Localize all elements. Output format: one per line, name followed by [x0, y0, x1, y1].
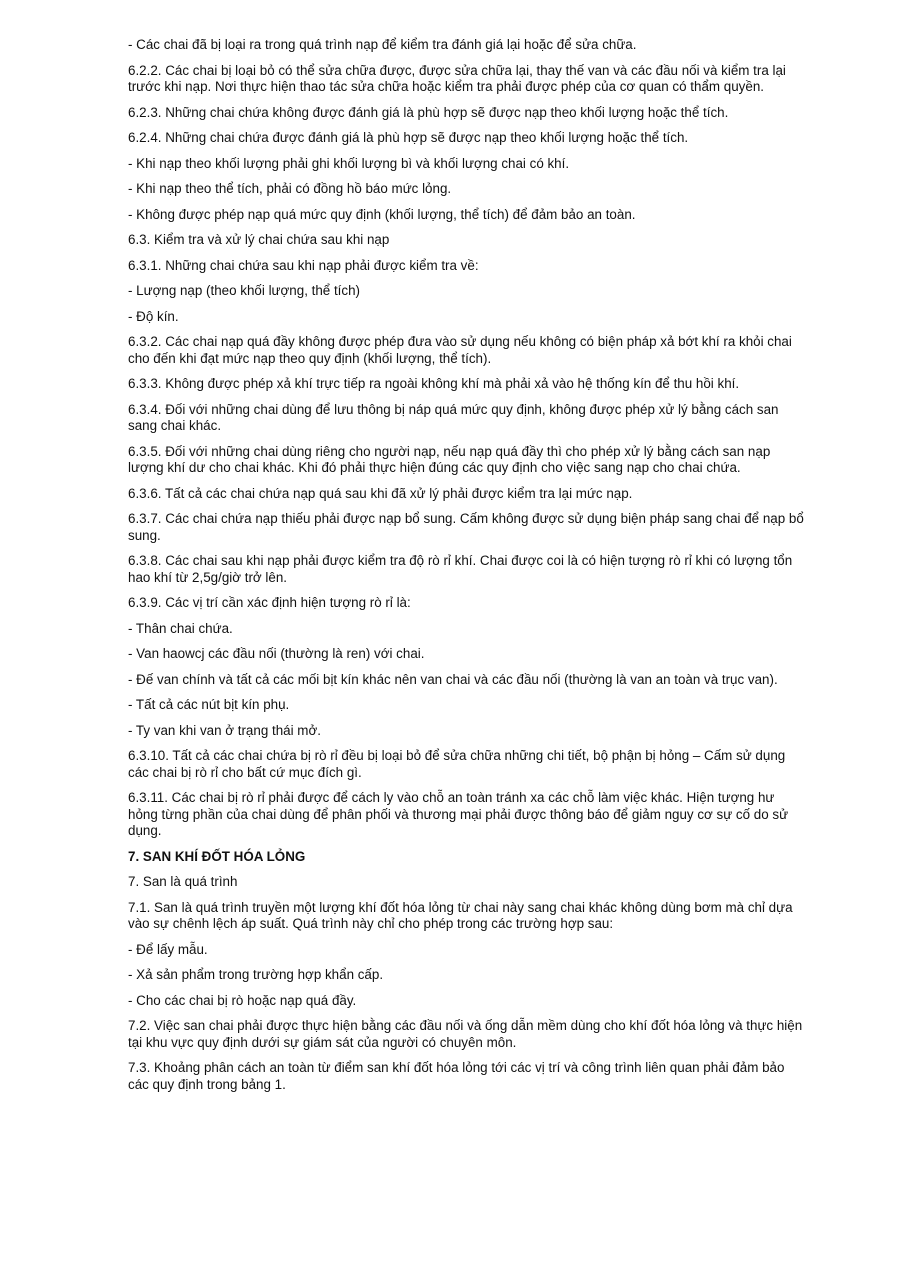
paragraph: - Lượng nạp (theo khối lượng, thể tích): [128, 283, 361, 298]
paragraph: 6.3.3. Không được phép xả khí trực tiếp ra ngoài không khí mà phải xả vào hệ thống kín để thu hồi khí.: [128, 376, 740, 391]
paragraph: 6.2.2. Các chai bị loại bỏ có thể sửa chữa được, được sửa chữa lại, thay thế van và các đầu nối và kiểm tra lại trước khi nạp. Nơi thực hiện thao tác sửa chữa hoặc kiểm tra phải được phép của cơ quan có thẩm quyền.: [128, 62, 786, 94]
paragraph: - Không được phép nạp quá mức quy định (khối lượng, thể tích) để đảm bảo an toàn.: [128, 206, 636, 222]
paragraph: 6.3.10. Tất cả các chai chứa bị rò rỉ đều bị loại bỏ để sửa chữa những chi tiết, bộ phận bị hỏng – Cấm sử dụng các chai bị rò rỉ cho bất cứ mục đích gì.: [128, 748, 786, 780]
paragraph: - Độ kín.: [128, 308, 179, 324]
paragraph: - Thân chai chứa.: [128, 620, 233, 636]
paragraph: 6.3.4. Đối với những chai dùng để lưu thông bị náp quá mức quy định, không được phép xử lý bằng cách san sang chai khác.: [128, 401, 779, 433]
paragraph: - Xả sản phẩm trong trường hợp khẩn cấp.: [128, 967, 384, 982]
paragraph: - Van haowcj các đầu nối (thường là ren) với chai.: [128, 646, 425, 661]
paragraph: 6.2.4. Những chai chứa được đánh giá là phù hợp sẽ được nạp theo khối lượng hoặc thể tích.: [128, 130, 689, 145]
paragraph: - Tất cả các nút bịt kín phụ.: [128, 697, 290, 712]
paragraph: 7. San là quá trình: [128, 874, 238, 889]
paragraph: 6.3.5. Đối với những chai dùng riêng cho người nạp, nếu nạp quá đầy thì cho phép xử lý bằng cách san nạp lượng khí dư cho chai khác. Khi đó phải thực hiện đúng các quy định cho việc sang nạp cho chai chứa.: [128, 443, 771, 475]
paragraph: 6.3.6. Tất cả các chai chứa nạp quá sau khi đã xử lý phải được kiểm tra lại mức nạp.: [128, 485, 633, 501]
section-title: 6.3. Kiểm tra và xử lý chai chứa sau khi nạp: [128, 232, 390, 247]
paragraph: - Ty van khi van ở trạng thái mở.: [128, 722, 321, 738]
paragraph: 7.3. Khoảng phân cách an toàn từ điểm san khí đốt hóa lỏng tới các vị trí và công trình liên quan phải đảm bảo các quy định trong bảng 1.: [128, 1060, 785, 1092]
paragraph: 6.3.11. Các chai bị rò rỉ phải được để cách ly vào chỗ an toàn tránh xa các chỗ làm việc khác. Hiện tượng hư hỏng từng phần của chai dùng để phân phối và thương mại phải được thông báo để giảm nguy cơ sự cố do sử dụng.: [128, 790, 789, 838]
paragraph: 6.3.1. Những chai chứa sau khi nạp phải được kiểm tra về:: [128, 257, 479, 273]
paragraph: 6.3.8. Các chai sau khi nạp phải được kiểm tra độ rò rỉ khí. Chai được coi là có hiện tượng rò rỉ khi có lượng tổn hao khí từ 2,5g/giờ trở lên.: [128, 553, 793, 585]
document-body: [128, 37, 806, 1102]
paragraph: 6.2.3. Những chai chứa không được đánh giá là phù hợp sẽ được nạp theo khối lượng hoặc thể tích.: [128, 104, 729, 120]
paragraph: 7.1. San là quá trình truyền một lượng khí đốt hóa lỏng từ chai này sang chai khác không dùng bơm mà chỉ dựa vào sự chênh lệch áp suất. Quá trình này chỉ cho phép trong các trường hợp sau:: [128, 899, 793, 931]
paragraph: 6.3.9. Các vị trí cần xác định hiện tượng rò rỉ là:: [128, 595, 411, 610]
paragraph: - Các chai đã bị loại ra trong quá trình nạp để kiểm tra đánh giá lại hoặc để sửa chữa.: [128, 37, 637, 52]
chapter-heading: 7. SAN KHÍ ĐỐT HÓA LỎNG: [128, 848, 306, 864]
paragraph: - Khi nạp theo thể tích, phải có đồng hồ báo mức lỏng.: [128, 181, 452, 196]
paragraph: - Để lấy mẫu.: [128, 941, 208, 957]
paragraph: 6.3.2. Các chai nạp quá đầy không được phép đưa vào sử dụng nếu không có biện pháp xả bớt khí ra khỏi chai cho đến khi đạt mức nạp theo quy định (khối lượng, thể tích).: [128, 334, 792, 366]
paragraph: - Đế van chính và tất cả các mối bịt kín khác nên van chai và các đầu nối (thường là van an toàn và trục van).: [128, 671, 778, 687]
paragraph: - Cho các chai bị rò hoặc nạp quá đầy.: [128, 992, 357, 1008]
paragraph: 6.3.7. Các chai chứa nạp thiếu phải được nạp bổ sung. Cấm không được sử dụng biện pháp sang chai để nạp bổ sung.: [128, 511, 804, 543]
paragraph: - Khi nạp theo khối lượng phải ghi khối lượng bì và khối lượng chai có khí.: [128, 155, 570, 171]
paragraph: 7.2. Việc san chai phải được thực hiện bằng các đầu nối và ống dẫn mềm dùng cho khí đốt hóa lỏng và thực hiện tại khu vực quy định dưới sự giám sát của người có chuyên môn.: [128, 1018, 803, 1050]
